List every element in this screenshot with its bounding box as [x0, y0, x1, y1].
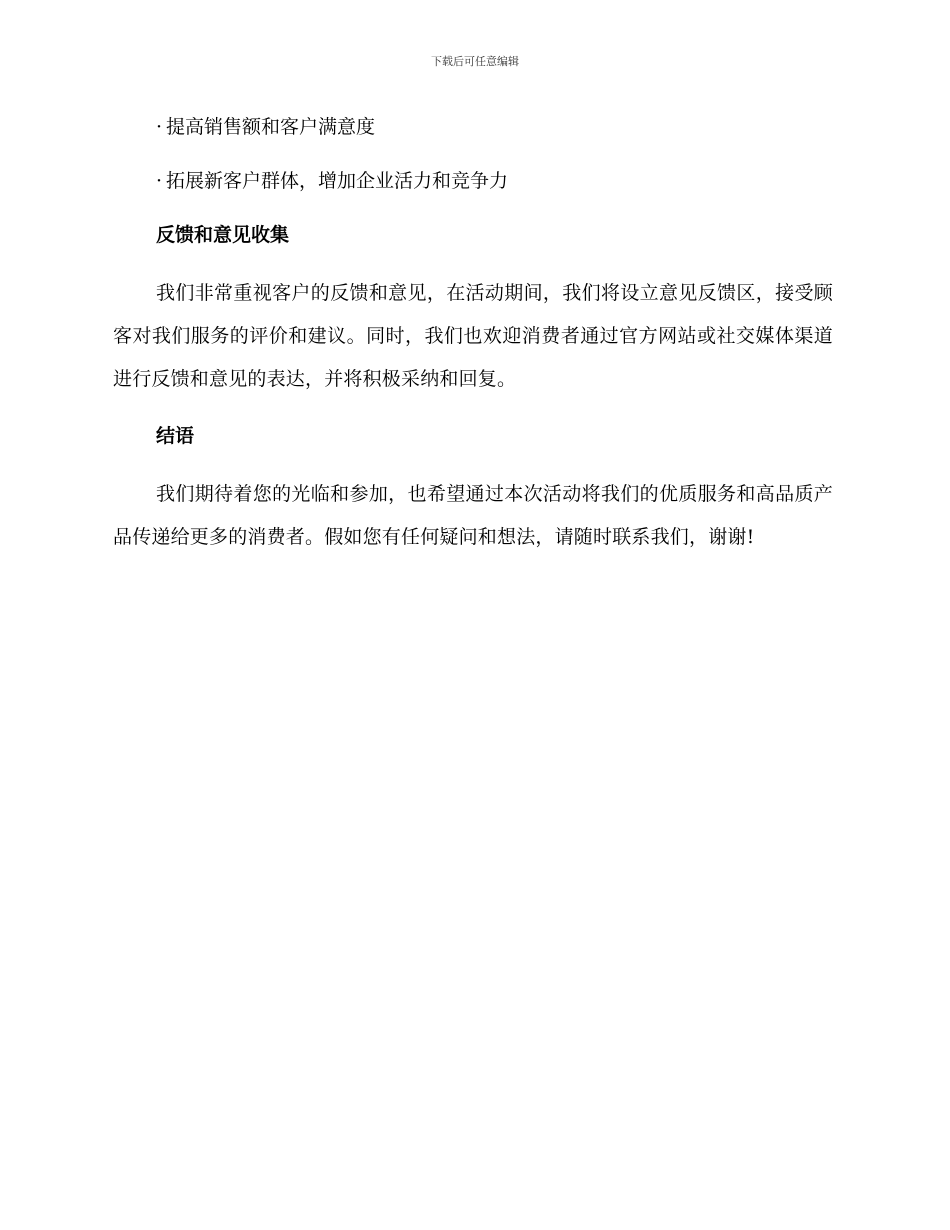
paragraph-feedback: 我们非常重视客户的反馈和意见，在活动期间，我们将设立意见反馈区，接受顾客对我们服务的评价和建议。同时，我们也欢迎消费者通过官方网站或社交媒体渠道进行反馈和意见的表达，并将积极采纳和回复。	[113, 282, 833, 390]
document-content	[113, 110, 833, 577]
bullet-dot: ·	[156, 116, 163, 138]
bullet-text: 提高销售额和客户满意度	[166, 116, 376, 138]
paragraph-conclusion: 我们期待着您的光临和参加，也希望通过本次活动将我们的优质服务和高品质产品传递给更多的消费者。假如您有任何疑问和想法，请随时联系我们，谢谢!	[113, 483, 833, 548]
header-note: 下载后可任意编辑	[431, 55, 519, 68]
bullet-text: 拓展新客户群体，增加企业活力和竞争力	[166, 170, 509, 192]
section-heading-conclusion: 结语	[156, 425, 195, 447]
bullet-item-customers	[113, 164, 833, 198]
bullet-item-sales	[113, 110, 833, 144]
section-heading-feedback: 反馈和意见收集	[156, 224, 290, 246]
bullet-dot: ·	[156, 170, 163, 192]
